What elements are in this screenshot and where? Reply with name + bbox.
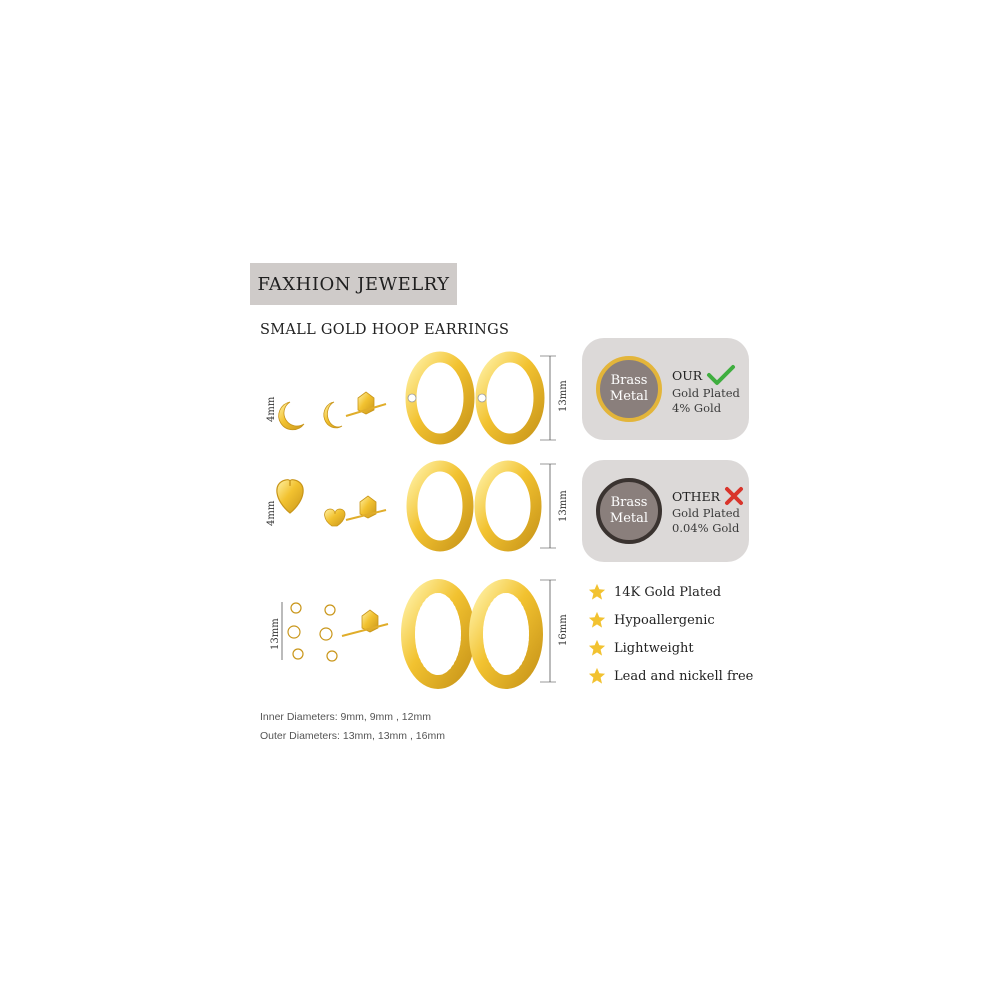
comparison-card-other (582, 460, 749, 562)
moon-stud-back (346, 392, 386, 416)
product-subtitle: SMALL GOLD HOOP EARRINGS (260, 322, 510, 338)
brand-title: FAXHION JEWELRY (257, 273, 450, 295)
row1-hoop-size: 13mm (558, 380, 569, 412)
feature-item (588, 578, 753, 606)
brass-metal-badge-our (596, 356, 662, 422)
comparison-card-our (582, 338, 749, 440)
plain-hoop-right (480, 466, 536, 546)
star-icon (588, 611, 606, 629)
moon-stud-side (324, 402, 342, 428)
badge-top-text: Brass (610, 495, 648, 510)
check-icon (706, 364, 736, 386)
pave-huggie-hoop-left (408, 586, 468, 682)
cross-icon (724, 486, 744, 506)
pave-huggie-hoop-right (476, 586, 536, 682)
row1-stud-size: 4mm (266, 396, 277, 422)
other-line1: Gold Plated (672, 506, 740, 520)
heart-stud-side (325, 509, 345, 526)
our-line2: 4% Gold (672, 401, 722, 415)
feature-label: Lightweight (614, 640, 694, 656)
feature-list (588, 578, 753, 690)
moon-stud-front (279, 402, 304, 430)
feature-item (588, 662, 753, 690)
star-climber-stud-back (342, 610, 388, 636)
hoop-with-stone-left (408, 357, 469, 439)
earrings-illustration (250, 340, 580, 700)
star-climber-stud-side (320, 605, 337, 661)
star-icon (588, 667, 606, 685)
heart-stud-front (277, 480, 303, 513)
row2-stud-size: 4mm (266, 500, 277, 526)
inner-diameters: Inner Diameters: 9mm, 9mm , 12mm (260, 711, 431, 723)
row3-hoop-size: 16mm (558, 614, 569, 646)
feature-label: 14K Gold Plated (614, 584, 722, 600)
row2-dimension-line (540, 464, 556, 548)
outer-diameters: Outer Diameters: 13mm, 13mm , 16mm (260, 730, 445, 742)
star-icon (588, 583, 606, 601)
star-climber-stud-front (288, 603, 303, 659)
star-icon (588, 639, 606, 657)
feature-label: Hypoallergenic (614, 612, 715, 628)
our-line1: Gold Plated (672, 386, 740, 400)
row2-hoop-size: 13mm (558, 490, 569, 522)
badge-bottom-text: Metal (609, 511, 649, 526)
other-line2: 0.04% Gold (672, 521, 740, 535)
brass-metal-badge-other (596, 478, 662, 544)
row3-stud-size: 13mm (270, 618, 281, 650)
other-label: OTHER (672, 488, 721, 504)
badge-bottom-text: Metal (609, 389, 649, 404)
feature-item (588, 606, 753, 634)
plain-hoop-left (412, 466, 468, 546)
badge-top-text: Brass (610, 373, 648, 388)
our-label: OUR (672, 367, 703, 383)
other-details (672, 486, 744, 536)
feature-label: Lead and nickell free (614, 668, 754, 684)
feature-item (588, 634, 753, 662)
heart-stud-back (346, 496, 386, 520)
diameter-info (260, 708, 445, 746)
brand-banner (250, 263, 457, 305)
our-details (672, 364, 740, 416)
hoop-with-stone-right (478, 357, 539, 439)
